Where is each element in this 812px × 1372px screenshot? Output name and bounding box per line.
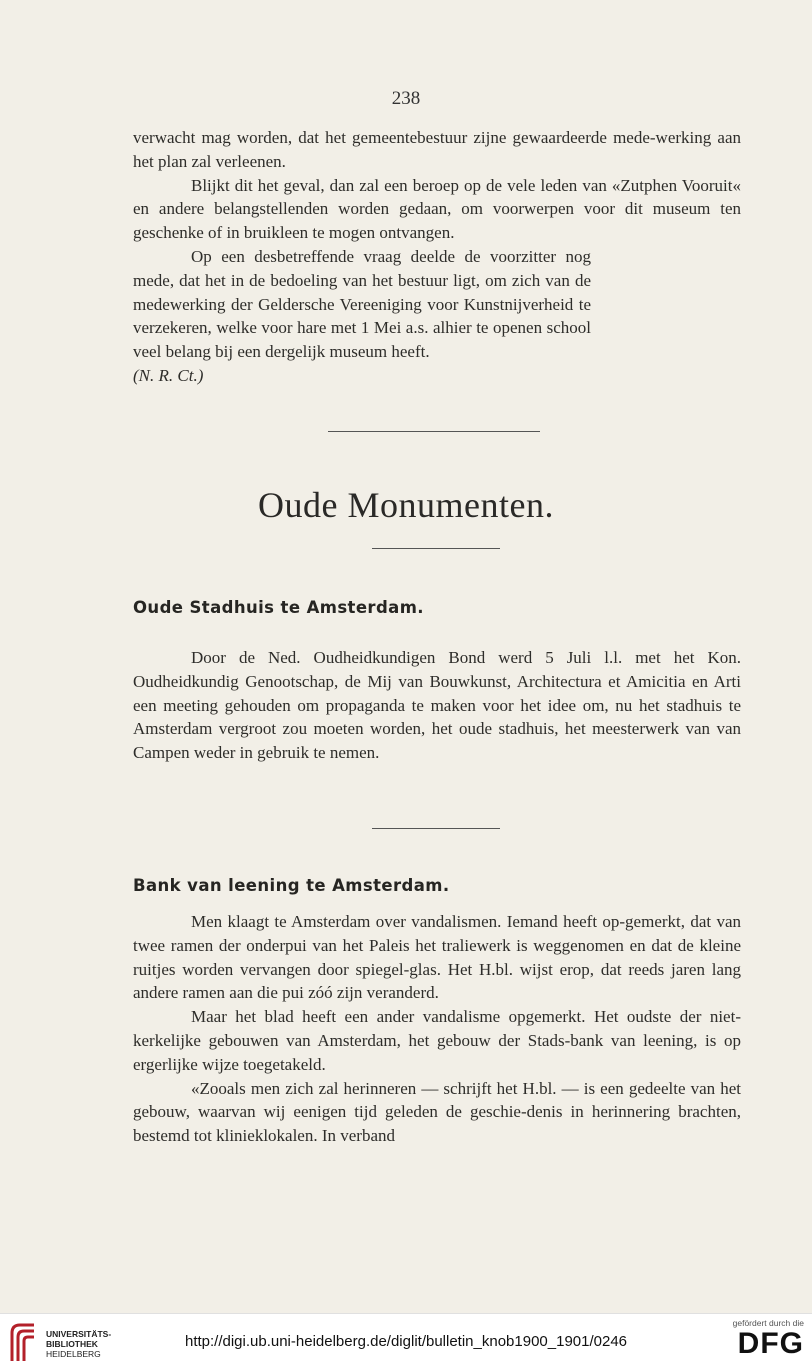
article-paragraph: Men klaagt te Amsterdam over vandalismen. Iemand heeft op-gemerkt, dat van twee ramen der onderpui van het Paleis het traliewerk is weggenomen en dat de kleine ruitjes worden vervangen door spiegel-glas. Het H.bl. wijst erop, dat reeds jaren lang andere ramen aan die pui zóó zijn veranderd. (133, 912, 741, 1003)
article-paragraph: Door de Ned. Oudheidkundigen Bond werd 5 Juli l.l. met het Kon. Oudheidkundig Genootschap, de Mij van Bouwkunst, Architectura et Amicitia en Arti een meeting gehouden om propaganda te maken voor het idee om, nu het stadhuis te Amsterdam vergroot zou moeten worden, het oude stadhuis, het meesterwerk van van Campen weder in gebruik te nemen. (133, 648, 741, 763)
viewer-footer (0, 1313, 812, 1372)
page-number: 238 (391, 88, 421, 109)
intro-paragraph-3: Op een desbetreffende vraag deelde de voorzitter nog mede, dat het in de bedoeling van het bestuur ligt, om zich van de medewerking der Geldersche Vereeniging voor Kunstnijverheid te verzekeren, welke voor hare met 1 Mei a.s. alhier te openen school veel belang bij een dergelijk museum heeft. (133, 246, 591, 362)
section-title: Oude Monumenten. (258, 485, 554, 525)
dfg-caption: gefördert durch die (732, 1318, 804, 1328)
intro-paragraph-1: verwacht mag worden, dat het gemeentebestuur zijne gewaardeerde mede-werking aan het plan zal verleenen. (133, 128, 741, 171)
divider-rule (372, 828, 500, 829)
divider-rule (328, 431, 540, 432)
library-name-line: UNIVERSITÄTS- (46, 1329, 112, 1339)
divider-rule (372, 548, 500, 549)
article-body (133, 910, 741, 1148)
article-paragraph: «Zooals men zich zal herinneren — schrijft het H.bl. — is een gedeelte van het gebouw, waarvan wij eenigen tijd geleden de geschie-denis in herinnering brachten, bestemd tot klinieklokalen. In verband (133, 1078, 741, 1146)
library-name-line: HEIDELBERG (46, 1349, 101, 1359)
article-paragraph: Maar het blad heeft een ander vandalisme opgemerkt. Het oudste der niet-kerkelijke gebouwen van Amsterdam, het gebouw der Stads-bank van leening, is op ergerlijke wijze toegetakeld. (133, 1007, 741, 1074)
article-body (133, 646, 741, 765)
dfg-wordmark: DFG (737, 1327, 804, 1360)
dfg-logo[interactable] (724, 1318, 804, 1368)
article-heading: Bank van leening te Amsterdam. (133, 876, 450, 895)
article-heading: Oude Stadhuis te Amsterdam. (133, 598, 424, 617)
permalink-url[interactable]: http://digi.ub.uni-heidelberg.de/diglit/bulletin_knob1900_1901/0246 (184, 1333, 628, 1350)
intro-text (133, 126, 741, 388)
intro-paragraph-2: Blijkt dit het geval, dan zal een beroep op de vele leden van «Zutphen Vooruit« en andere belangstellenden worden gedaan, om voorwerpen voor dit museum ten geschenke of in bruikleen te mogen ontvangen. (133, 175, 741, 243)
intro-signature: (N. R. Ct.) (133, 365, 204, 385)
library-name-line: BIBLIOTHEK (46, 1339, 98, 1349)
